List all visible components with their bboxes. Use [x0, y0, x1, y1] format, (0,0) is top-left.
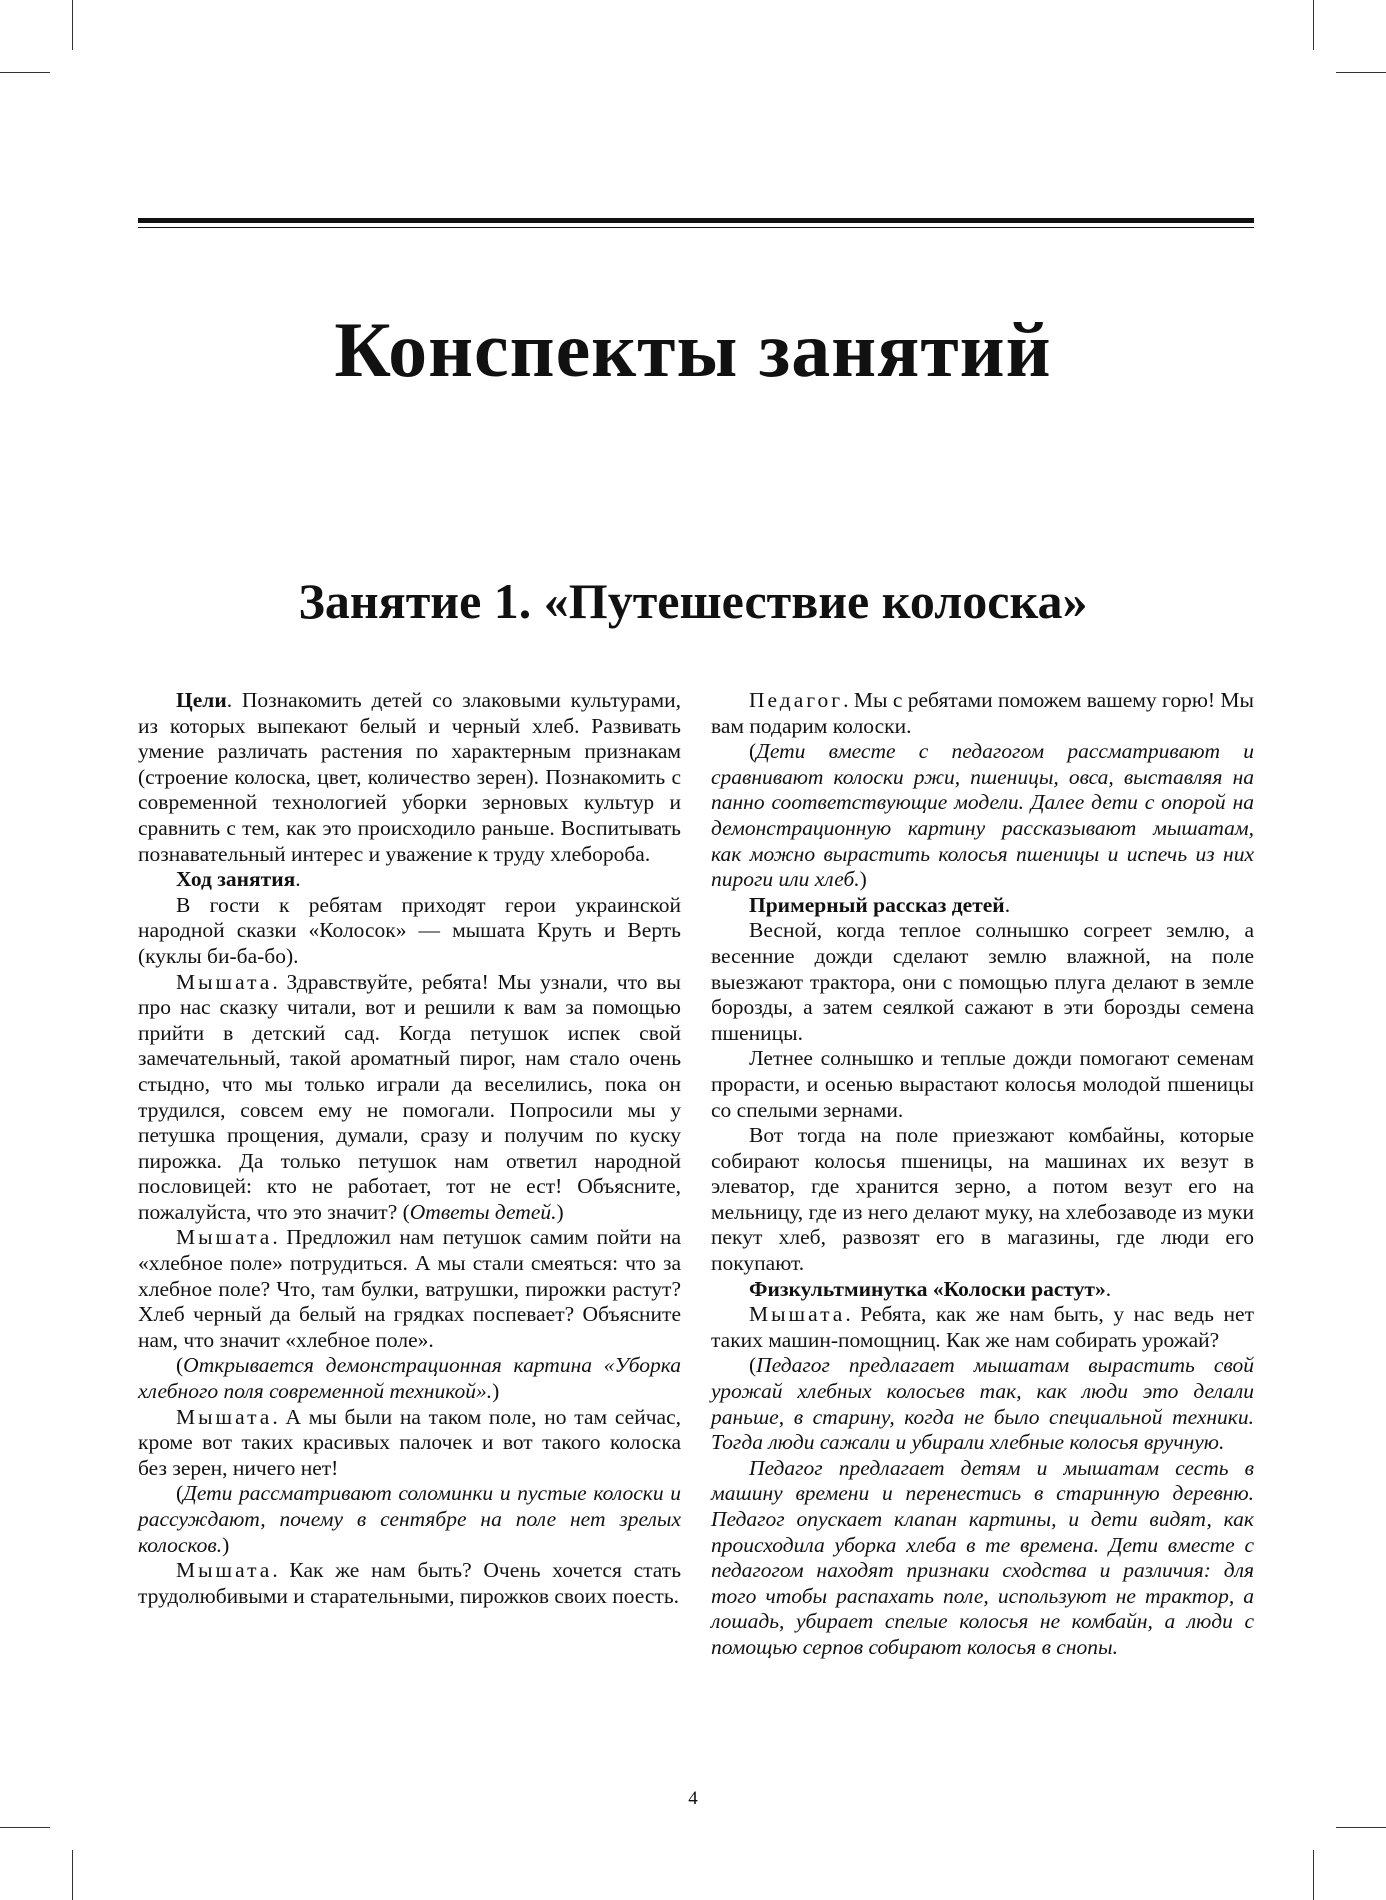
- stage-direction: Дети вместе с педагогом рассматривают и сравнивают колоски ржи, пшеницы, овса, выставляя на панно соответствующие модели. Далее дети с опорой на демонстрационную картину рассказывают мышатам, как можно вырастить колосья пшеницы и испечь из них пироги или хлеб.: [711, 739, 1254, 892]
- crop-mark-top-right-horizontal: [1336, 72, 1386, 73]
- speaker-name: Мышата: [749, 1302, 846, 1327]
- crop-mark-top-left-horizontal: [0, 72, 50, 73]
- goals-text: . Познакомить детей со злаковыми культурами, из которых выпекают белый и черный хлеб. Развивать умение различать растения по характерным признакам (строение колоска, цвет, количество зерен). Познакомить с современной технологией уборки зерновых культур и сравнить с тем, как это происходило раньше. Воспитывать познавательный интерес и уважение к труду хлебороба.: [138, 688, 681, 866]
- page-number: 4: [688, 1788, 698, 1809]
- speaker-name: Мышата: [176, 1558, 273, 1583]
- header-rule-thick: [138, 218, 1254, 223]
- paren-open: (: [749, 1353, 757, 1378]
- exercise-heading: [711, 1277, 1254, 1303]
- crop-mark-bottom-right-vertical: [1313, 1850, 1314, 1900]
- stage-direction: Педагог предлагает мышатам вырастить свой урожай хлебных колосьев так, как люди это делали раньше, в старину, когда не было специальной техники. Тогда люди сажали и убирали хлебные колосья вручную.: [711, 1353, 1254, 1455]
- stage-direction: Дети рассматривают соломинки и пустые колоски и рассуждают, почему в сентябре на поле нет зрелых колосков.: [138, 1481, 681, 1557]
- dialogue-text: . Ребята, как же нам быть, у нас ведь нет таких машин-помощниц. Как же нам собирать урожай?: [711, 1302, 1254, 1352]
- dialogue-paragraph: [711, 688, 1254, 739]
- paren-close: ): [859, 867, 867, 892]
- dialogue-paragraph: [138, 1225, 681, 1353]
- crop-mark-top-right-vertical: [1313, 0, 1314, 50]
- story-paragraph: Вот тогда на поле приезжают комбайны, которые собирают колосья пшеницы, на машинах их везут в элеватор, где хранится зерно, а потом везут его на мельницу, где из него делают муку, на хлебозаводе из муки пекут хлеб, развозят его в магазины, где люди его покупают.: [711, 1123, 1254, 1276]
- paren-close: ): [556, 1199, 564, 1224]
- intro-paragraph: В гости к ребятам приходят герои украинской народной сказки «Колосок» — мышата Круть и Верть (куклы би-ба-бо).: [138, 892, 681, 968]
- story-dot: .: [1004, 892, 1011, 917]
- dialogue-paragraph: [138, 1558, 681, 1609]
- exercise-dot: .: [1105, 1276, 1112, 1301]
- right-column: [711, 688, 1254, 1661]
- crop-mark-top-left-vertical: [72, 0, 73, 50]
- crop-mark-bottom-left-vertical: [72, 1850, 73, 1900]
- stage-direction-paragraph: [138, 1353, 681, 1404]
- story-paragraph: Летнее солнышко и теплые дожди помогают семенам прорасти, и осенью вырастают колосья молодой пшеницы со спелыми зернами.: [711, 1046, 1254, 1122]
- stage-direction-paragraph: [711, 1456, 1254, 1661]
- story-label: Примерный рассказ детей: [749, 892, 1005, 917]
- stage-direction: Открывается демонстрационная картина «Уборка хлебного поля современной техникой».: [138, 1353, 681, 1404]
- story-paragraph: Весной, когда теплое солнышко согреет землю, а весенние дожди сделают землю влажной, на поле выезжают трактора, они с помощью плуга делают в земле борозды, а затем сеялкой сажают в эти борозды семена пшеницы.: [711, 918, 1254, 1045]
- crop-mark-bottom-right-horizontal: [1336, 1827, 1386, 1828]
- dialogue-paragraph: [711, 1302, 1254, 1353]
- paren-open: (: [176, 1481, 184, 1506]
- speaker-name: Мышата: [176, 1225, 273, 1250]
- left-column: [138, 688, 681, 1609]
- paren-open: (: [176, 1353, 184, 1378]
- dialogue-text: . А мы были на таком поле, но там сейчас, кроме вот таких красивых палочек и вот такого колоска без зерен, ничего нет!: [138, 1404, 681, 1480]
- paren-open: (: [749, 739, 757, 764]
- dialogue-text: . Как же нам быть? Очень хочется стать трудолюбивыми и старательными, пирожков своих поесть.: [138, 1558, 681, 1608]
- stage-direction-paragraph: [711, 739, 1254, 893]
- stage-direction: Ответы детей.: [409, 1199, 557, 1224]
- dialogue-text: . Мы с ребятами поможем вашему горю! Мы вам подарим колоски.: [711, 688, 1254, 738]
- paren-close: ): [222, 1532, 230, 1557]
- stage-direction-paragraph: [711, 1353, 1254, 1455]
- speaker-name: Педагог: [749, 688, 844, 712]
- speaker-name: Мышата: [176, 1404, 273, 1429]
- goals-label: Цели: [176, 688, 227, 712]
- chapter-title: Конспекты занятий: [334, 306, 1052, 393]
- lesson-flow-label: Ход занятия: [176, 867, 296, 892]
- stage-direction: Педагог предлагает детям и мышатам сесть в машину времени и перенестись в старинную деревню. Педагог опускает клапан картины, и дети видят, как происходила уборка хлеба в те времена. Дети вместе с педагогом находят признаки сходства и различия: для того чтобы распахать поле, используют не трактор, а лошадь, убирает спелые колосья не комбайн, а люди с помощью серпов собирают колосья в снопы.: [711, 1455, 1254, 1659]
- lesson-flow-dot: .: [295, 867, 301, 892]
- lesson-flow-heading: [138, 867, 681, 893]
- dialogue-paragraph: [138, 1405, 681, 1482]
- stage-direction-paragraph: [138, 1481, 681, 1558]
- dialogue-text: . Предложил нам петушок самим пойти на «хлебное поле» потрудиться. А мы стали смеяться: что за хлебное поле? Что, там булки, ватрушки, пирожки растут? Хлеб черный да белый на грядках поспевает? Объясните нам, что значит «хлебное поле».: [138, 1225, 681, 1352]
- paren-close: ): [492, 1379, 500, 1404]
- speaker-name: Мышата: [176, 969, 273, 994]
- header-rule-thin: [138, 227, 1254, 228]
- crop-mark-bottom-left-horizontal: [0, 1827, 50, 1828]
- story-heading: [711, 893, 1254, 919]
- lesson-title: Занятие 1. «Путешествие колоска»: [298, 573, 1088, 629]
- dialogue-text: . Здравствуйте, ребята! Мы узнали, что вы про нас сказку читали, вот и решили к вам за помощью прийти в детский сад. Когда петушок испек свой замечательный, такой ароматный пирог, нам стало очень стыдно, что мы только играли да веселились, пока он трудился, совсем ему не помогали. Попросили мы у петушка прощения, думали, сразу и получим по куску пирожка. Да только петушок нам ответил народной пословицей: кто не работает, тот не ест! Объясните, пожалуйста, что это значит? (: [138, 969, 681, 1224]
- dialogue-paragraph: [138, 970, 681, 1226]
- goals-paragraph: [138, 688, 681, 867]
- exercise-label: Физкультминутка «Колоски растут»: [749, 1276, 1106, 1301]
